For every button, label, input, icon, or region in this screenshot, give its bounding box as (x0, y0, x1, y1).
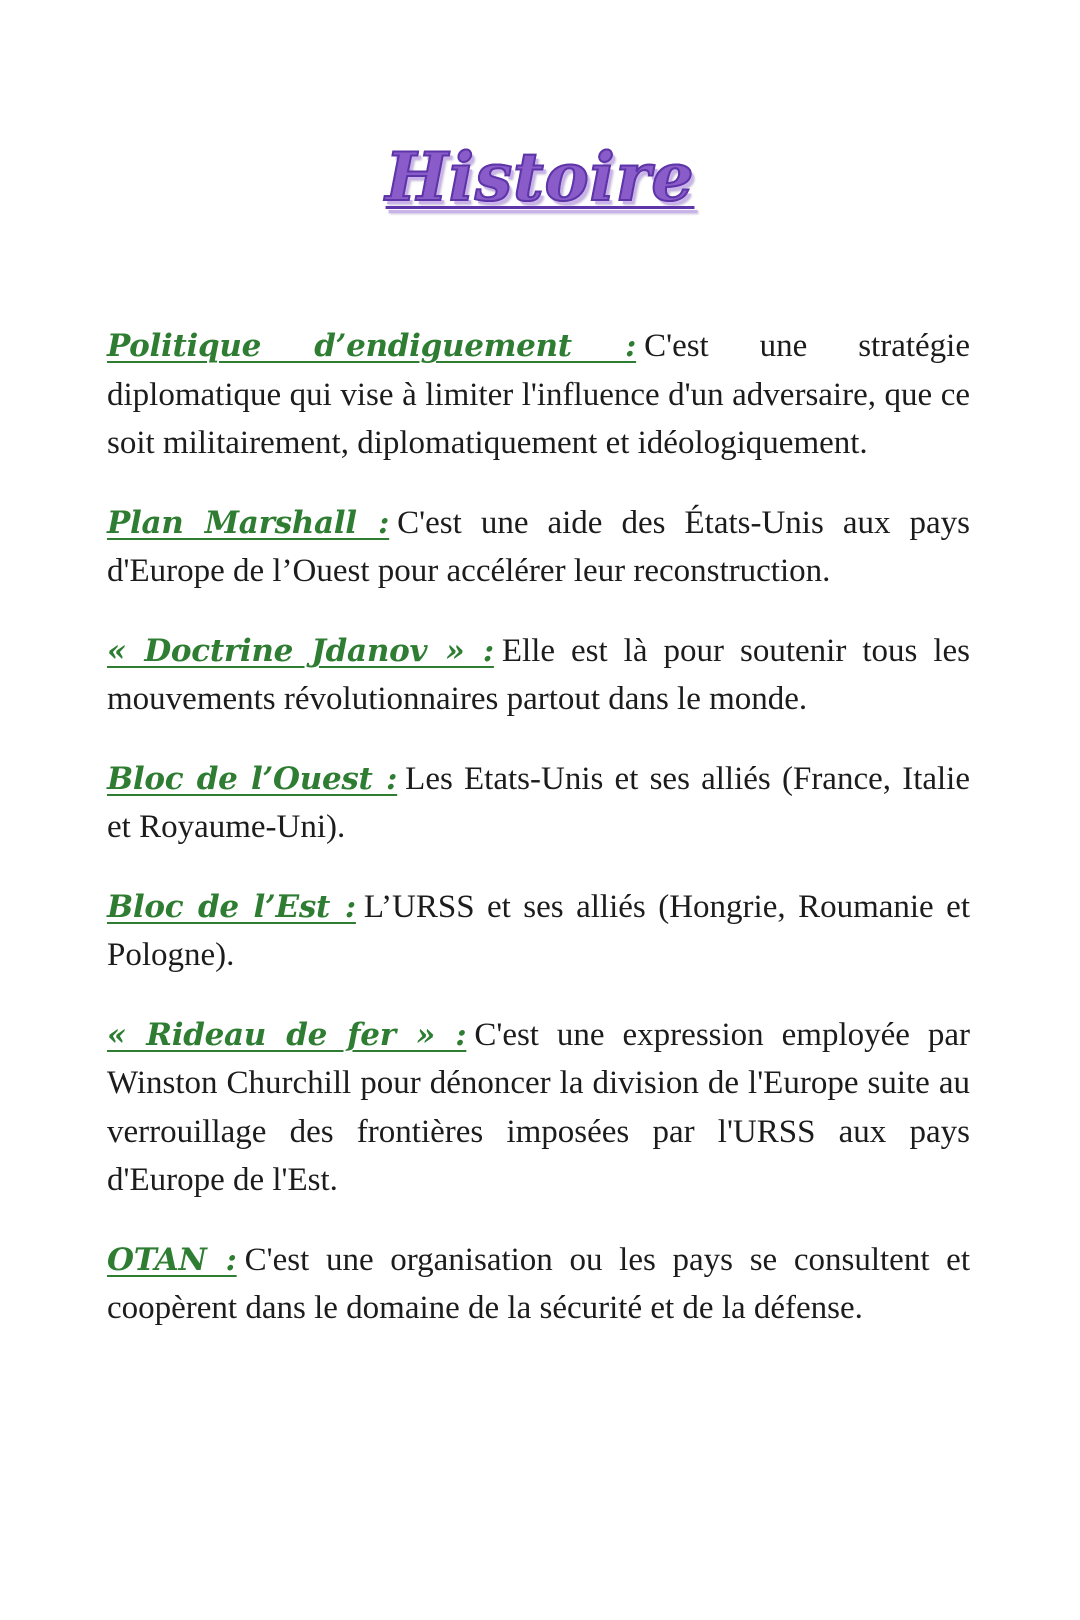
definition-text: Elle est là pour soutenir tous les mouvements révolutionnaires partout dans le monde. (107, 632, 970, 717)
definition-term: Bloc de l’Ouest : (107, 760, 398, 797)
definition-plan-marshall (107, 499, 970, 596)
definition-term: Politique d’endiguement : (107, 328, 637, 364)
definition-politique-endiguement (107, 322, 970, 468)
definition-doctrine-jdanov (107, 627, 970, 724)
definition-bloc-ouest (107, 755, 970, 852)
definition-term: OTAN : (107, 1241, 237, 1278)
definition-bloc-est (107, 883, 970, 980)
definition-text: C'est une expression employée par Winston Churchill pour dénoncer la division de l'Europe suite au verrouillage des frontières imposées par l'URSS aux pays d'Europe de l'Est. (107, 1016, 971, 1198)
page-title: Histoire (385, 138, 695, 216)
definition-otan (107, 1236, 970, 1333)
definition-term: Bloc de l’Est : (107, 888, 356, 925)
definition-text: L’URSS et ses alliés (Hongrie, Roumanie et Pologne). (107, 888, 970, 973)
definition-term: Plan Marshall : (107, 504, 390, 541)
definition-text: C'est une stratégie diplomatique qui vise à limiter l'influence d'un adversaire, que ce soit militairement, diplomatiquement et idéologiquement. (107, 328, 970, 461)
definition-term: « Rideau de fer » : (107, 1016, 467, 1053)
definitions-list (107, 322, 970, 1364)
definition-term: « Doctrine Jdanov » : (107, 632, 494, 669)
definition-text: C'est une aide des États-Unis aux pays d'Europe de l’Ouest pour accélérer leur reconstruction. (107, 504, 971, 589)
definition-text: C'est une organisation ou les pays se consultent et coopèrent dans le domaine de la sécurité et de la défense. (107, 1241, 971, 1326)
title-container (0, 138, 1080, 216)
definition-rideau-de-fer (107, 1011, 970, 1205)
definition-text: Les Etats-Unis et ses alliés (France, Italie et Royaume-Uni). (107, 760, 970, 845)
